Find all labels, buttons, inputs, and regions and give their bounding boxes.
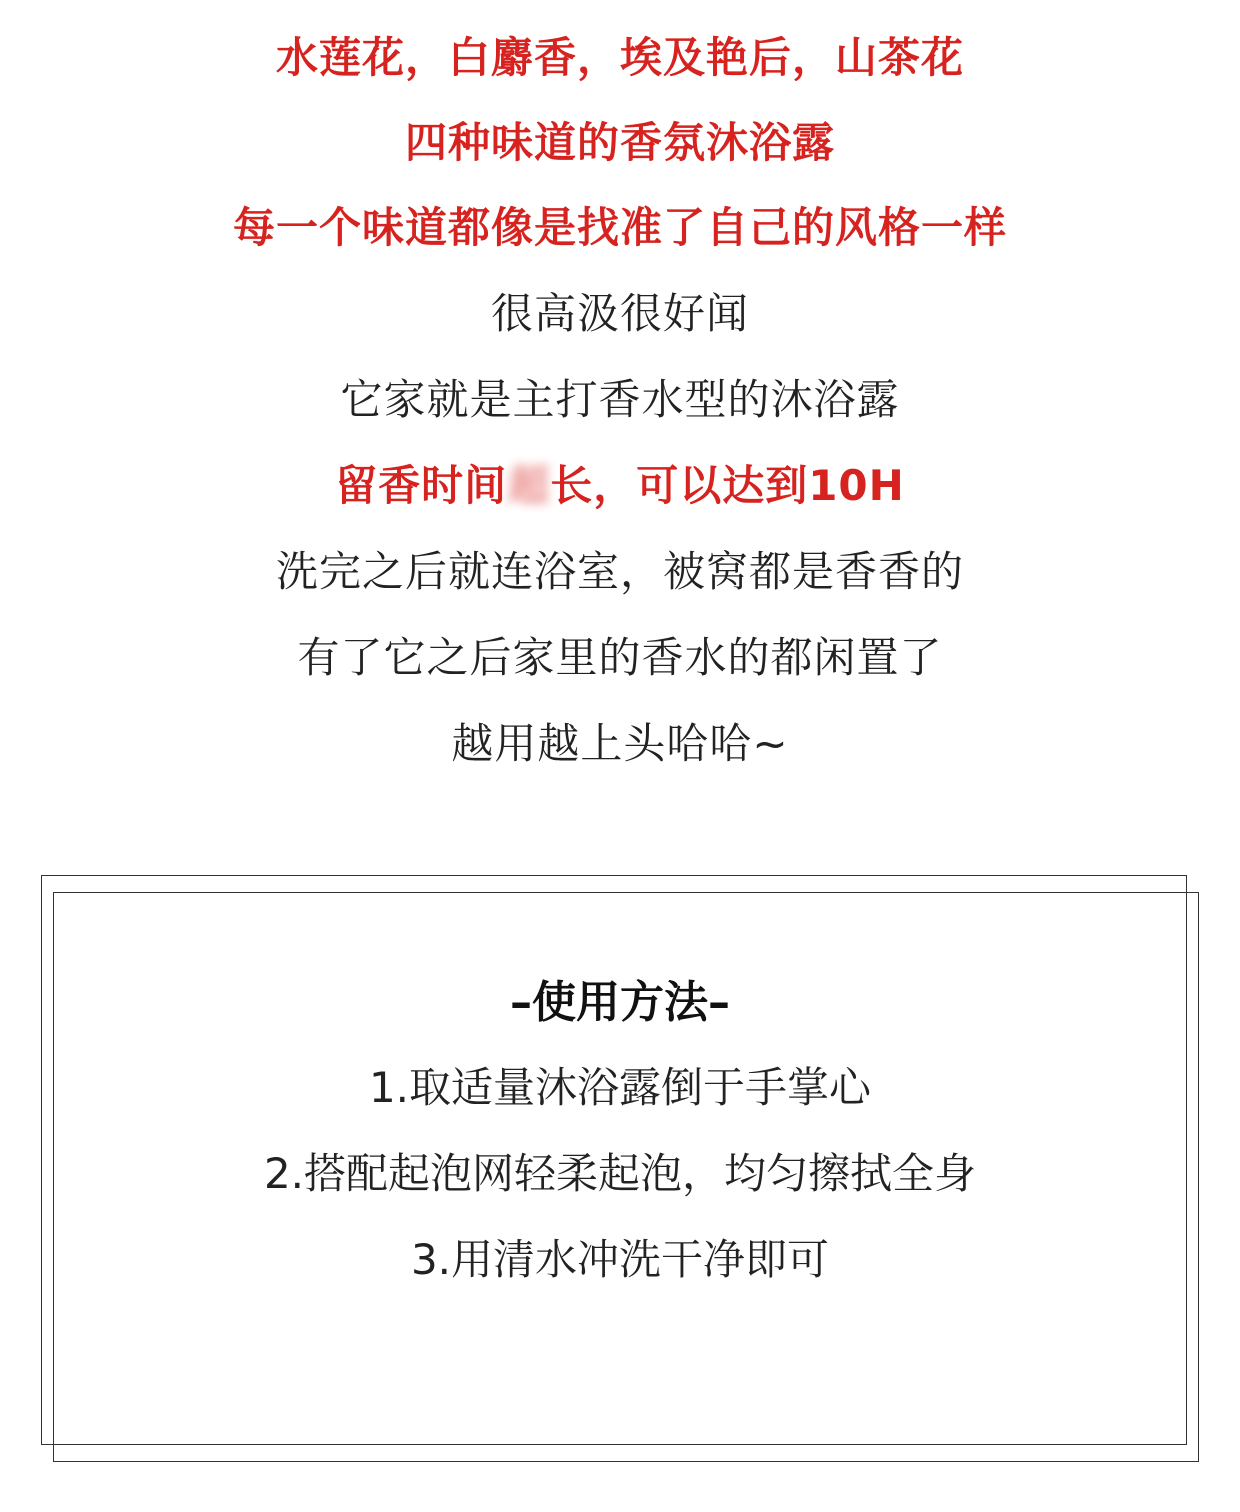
usage-title: –使用方法– (510, 977, 730, 1028)
intro-line-7: 洗完之后就连浴室，被窝都是香香的 (275, 547, 964, 596)
intro-line-4: 很高汲很好闻 (490, 289, 749, 338)
intro-line-8: 有了它之后家里的香水的都闲置了 (297, 633, 943, 682)
intro-line-9: 越用越上头哈哈~ (451, 719, 789, 768)
intro-line-3: 每一个味道都像是找准了自己的风格一样 (232, 203, 1007, 252)
usage-step-3: 3.用清水冲洗干净即可 (410, 1235, 830, 1284)
blurred-character: 超 (507, 461, 551, 510)
usage-step-2: 2.搭配起泡网轻柔起泡，均匀擦拭全身 (263, 1149, 977, 1198)
intro-line-6-part-2: 长，可以达到10H (550, 461, 905, 510)
intro-line-6-part-1: 留香时间 (335, 461, 508, 510)
intro-line-2: 四种味道的香氛沐浴露 (404, 118, 835, 167)
usage-step-1: 1.取适量沐浴露倒于手掌心 (368, 1063, 872, 1112)
intro-line-5: 它家就是主打香水型的沐浴露 (340, 375, 900, 424)
intro-line-1: 水莲花，白麝香，埃及艳后，山茶花 (275, 33, 964, 82)
intro-line-6 (0, 458, 1240, 514)
